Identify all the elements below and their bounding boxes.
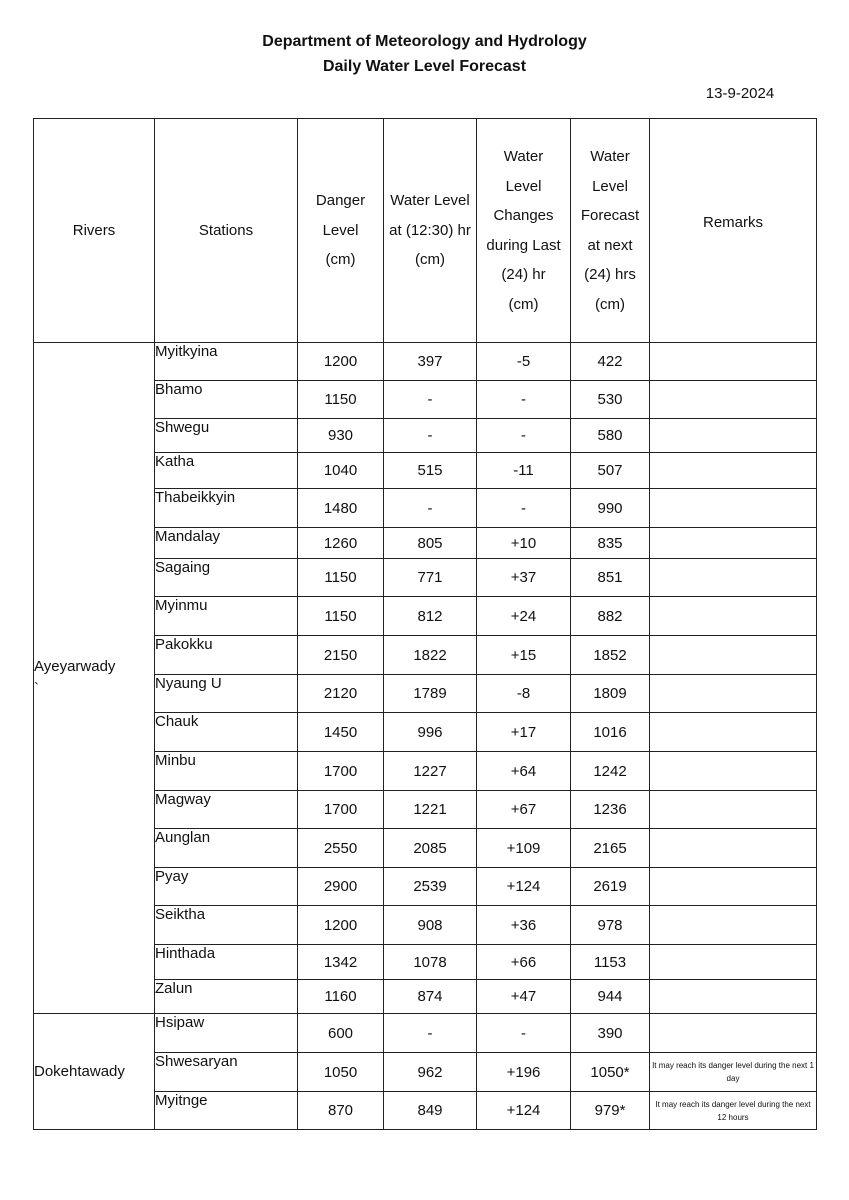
danger-level-cell: 1700 — [298, 752, 384, 791]
water-level-cell: 874 — [384, 980, 477, 1014]
remarks-cell — [650, 419, 817, 453]
level-change-cell: +37 — [477, 559, 571, 597]
danger-level-cell: 1040 — [298, 453, 384, 489]
water-level-cell: 996 — [384, 713, 477, 752]
danger-level-cell: 2900 — [298, 868, 384, 906]
danger-level-cell: 1260 — [298, 528, 384, 559]
station-name: Nyaung U — [155, 675, 298, 713]
level-change-cell: - — [477, 489, 571, 528]
table-row — [34, 1014, 817, 1053]
forecast-cell: 882 — [571, 597, 650, 636]
water-level-cell: 771 — [384, 559, 477, 597]
table-row — [34, 343, 817, 381]
water-level-cell: 1227 — [384, 752, 477, 791]
station-name: Hsipaw — [155, 1014, 298, 1053]
station-name: Magway — [155, 791, 298, 829]
level-change-cell: -11 — [477, 453, 571, 489]
level-change-cell: +67 — [477, 791, 571, 829]
station-name: Myinmu — [155, 597, 298, 636]
remarks-cell — [650, 597, 817, 636]
col-header-rivers: Rivers — [34, 119, 155, 343]
forecast-cell: 944 — [571, 980, 650, 1014]
remarks-cell: It may reach its danger level during the next 1 day — [650, 1053, 817, 1092]
level-change-cell: +36 — [477, 906, 571, 945]
danger-level-cell: 870 — [298, 1092, 384, 1130]
forecast-cell: 978 — [571, 906, 650, 945]
remarks-cell — [650, 489, 817, 528]
water-level-cell: 849 — [384, 1092, 477, 1130]
remarks-cell — [650, 868, 817, 906]
water-level-cell: - — [384, 1014, 477, 1053]
forecast-cell: 390 — [571, 1014, 650, 1053]
forecast-cell: 1852 — [571, 636, 650, 675]
level-change-cell: +24 — [477, 597, 571, 636]
level-change-cell: +17 — [477, 713, 571, 752]
station-name: Chauk — [155, 713, 298, 752]
col-header-changes: Water Level Changes during Last (24) hr (cm) — [477, 119, 571, 343]
danger-level-cell: 1050 — [298, 1053, 384, 1092]
forecast-cell: 1016 — [571, 713, 650, 752]
remarks-cell — [650, 829, 817, 868]
forecast-cell: 580 — [571, 419, 650, 453]
danger-level-cell: 1150 — [298, 381, 384, 419]
level-change-cell: +124 — [477, 868, 571, 906]
remarks-cell: It may reach its danger level during the next 12 hours — [650, 1092, 817, 1130]
station-name: Pakokku — [155, 636, 298, 675]
forecast-cell: 979* — [571, 1092, 650, 1130]
forecast-cell: 1236 — [571, 791, 650, 829]
danger-level-cell: 1200 — [298, 343, 384, 381]
water-level-cell: 1221 — [384, 791, 477, 829]
water-level-cell: 812 — [384, 597, 477, 636]
river-name-cell — [34, 343, 155, 1014]
station-name: Shwesaryan — [155, 1053, 298, 1092]
forecast-cell: 990 — [571, 489, 650, 528]
col-header-remarks: Remarks — [650, 119, 817, 343]
forecast-cell: 1050* — [571, 1053, 650, 1092]
col-header-danger-level: Danger Level (cm) — [298, 119, 384, 343]
forecast-cell: 2619 — [571, 868, 650, 906]
water-level-cell: 908 — [384, 906, 477, 945]
page-title: Department of Meteorology and Hydrology — [262, 33, 587, 50]
level-change-cell: +109 — [477, 829, 571, 868]
forecast-cell: 835 — [571, 528, 650, 559]
remarks-cell — [650, 528, 817, 559]
remarks-cell — [650, 713, 817, 752]
level-change-cell: -5 — [477, 343, 571, 381]
station-name: Myitnge — [155, 1092, 298, 1130]
report-date: 13-9-2024 — [705, 85, 775, 102]
water-level-cell: 1789 — [384, 675, 477, 713]
level-change-cell: +64 — [477, 752, 571, 791]
level-change-cell: - — [477, 1014, 571, 1053]
river-name-mark: ` — [34, 680, 39, 697]
station-name: Mandalay — [155, 528, 298, 559]
river-name: Dokehtawady — [34, 1062, 125, 1080]
remarks-cell — [650, 559, 817, 597]
level-change-cell: +124 — [477, 1092, 571, 1130]
water-level-table — [33, 118, 817, 1130]
remarks-cell — [650, 453, 817, 489]
col-header-stations: Stations — [155, 119, 298, 343]
forecast-cell: 422 — [571, 343, 650, 381]
col-header-forecast: Water Level Forecast at next (24) hrs (cm) — [571, 119, 650, 343]
water-level-cell: - — [384, 419, 477, 453]
station-name: Bhamo — [155, 381, 298, 419]
forecast-cell: 2165 — [571, 829, 650, 868]
page-subtitle: Daily Water Level Forecast — [322, 58, 527, 75]
remarks-cell — [650, 1014, 817, 1053]
danger-level-cell: 1150 — [298, 597, 384, 636]
danger-level-cell: 1342 — [298, 945, 384, 980]
remarks-cell — [650, 675, 817, 713]
forecast-cell: 1153 — [571, 945, 650, 980]
danger-level-cell: 600 — [298, 1014, 384, 1053]
water-level-cell: 1822 — [384, 636, 477, 675]
level-change-cell: -8 — [477, 675, 571, 713]
forecast-cell: 851 — [571, 559, 650, 597]
remarks-cell — [650, 343, 817, 381]
danger-level-cell: 1700 — [298, 791, 384, 829]
level-change-cell: +47 — [477, 980, 571, 1014]
station-name: Sagaing — [155, 559, 298, 597]
station-name: Zalun — [155, 980, 298, 1014]
station-name: Seiktha — [155, 906, 298, 945]
river-name-cell — [34, 1014, 155, 1130]
col-header-water-level: Water Level at (12:30) hr (cm) — [384, 119, 477, 343]
level-change-cell: +10 — [477, 528, 571, 559]
remarks-cell — [650, 980, 817, 1014]
danger-level-cell: 1480 — [298, 489, 384, 528]
table-body — [34, 343, 817, 1130]
danger-level-cell: 2150 — [298, 636, 384, 675]
danger-level-cell: 2120 — [298, 675, 384, 713]
forecast-cell: 507 — [571, 453, 650, 489]
remarks-cell — [650, 791, 817, 829]
station-name: Pyay — [155, 868, 298, 906]
station-name: Shwegu — [155, 419, 298, 453]
level-change-cell: +196 — [477, 1053, 571, 1092]
water-level-cell: 397 — [384, 343, 477, 381]
water-level-cell: 2539 — [384, 868, 477, 906]
forecast-cell: 1242 — [571, 752, 650, 791]
level-change-cell: - — [477, 419, 571, 453]
station-name: Thabeikkyin — [155, 489, 298, 528]
header-row — [34, 119, 817, 343]
forecast-cell: 1809 — [571, 675, 650, 713]
station-name: Myitkyina — [155, 343, 298, 381]
remarks-cell — [650, 906, 817, 945]
station-name: Hinthada — [155, 945, 298, 980]
danger-level-cell: 1160 — [298, 980, 384, 1014]
river-name: Ayeyarwady — [34, 658, 116, 675]
water-level-cell: 1078 — [384, 945, 477, 980]
level-change-cell: - — [477, 381, 571, 419]
level-change-cell: +15 — [477, 636, 571, 675]
station-name: Katha — [155, 453, 298, 489]
station-name: Aunglan — [155, 829, 298, 868]
remarks-cell — [650, 381, 817, 419]
remarks-cell — [650, 636, 817, 675]
water-level-cell: 2085 — [384, 829, 477, 868]
danger-level-cell: 930 — [298, 419, 384, 453]
water-level-cell: - — [384, 489, 477, 528]
danger-level-cell: 2550 — [298, 829, 384, 868]
water-level-cell: 962 — [384, 1053, 477, 1092]
remarks-cell — [650, 945, 817, 980]
water-level-cell: 805 — [384, 528, 477, 559]
remarks-cell — [650, 752, 817, 791]
level-change-cell: +66 — [477, 945, 571, 980]
danger-level-cell: 1450 — [298, 713, 384, 752]
water-level-cell: - — [384, 381, 477, 419]
forecast-cell: 530 — [571, 381, 650, 419]
danger-level-cell: 1150 — [298, 559, 384, 597]
water-level-cell: 515 — [384, 453, 477, 489]
danger-level-cell: 1200 — [298, 906, 384, 945]
station-name: Minbu — [155, 752, 298, 791]
